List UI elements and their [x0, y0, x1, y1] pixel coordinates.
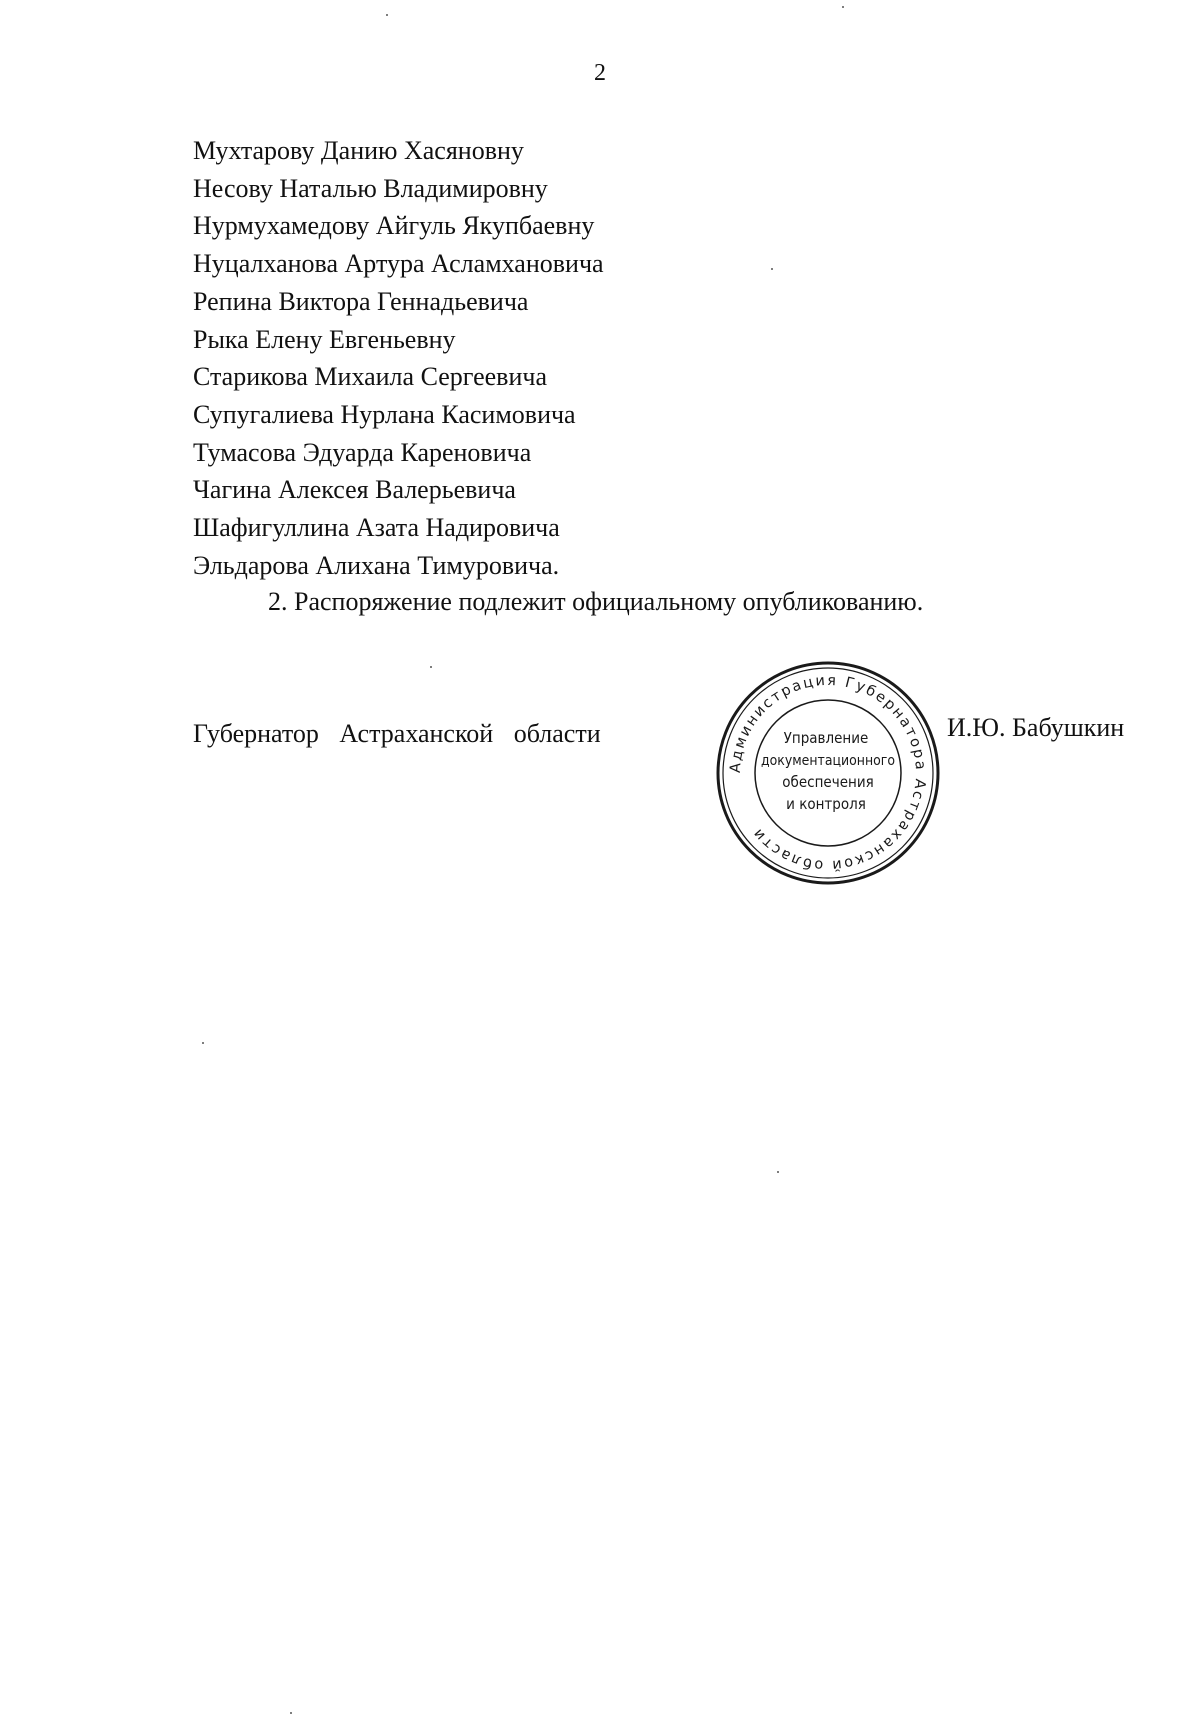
paragraph-publication: 2. Распоряжение подлежит официальному опубликованию. — [268, 587, 924, 616]
page-number: 2 — [594, 60, 606, 86]
list-item: Старикова Михаила Сергеевича — [193, 362, 547, 392]
list-item: Нуцалханова Артура Асламхановича — [193, 249, 604, 279]
list-item: Эльдарова Алихана Тимуровича. — [193, 550, 560, 580]
list-item: Шафигуллина Азата Надировича — [193, 513, 560, 543]
scan-speck — [202, 1042, 204, 1044]
scan-speck — [771, 268, 773, 270]
list-item: Чагина Алексея Валерьевича — [193, 475, 516, 505]
scan-speck — [430, 666, 432, 668]
signature-title: Губернатор Астраханской области — [193, 719, 601, 748]
scan-speck — [777, 1171, 779, 1173]
list-item: Супугалиева Нурлана Касимовича — [193, 399, 576, 429]
list-item: Тумасова Эдуарда Кареновича — [193, 437, 532, 467]
signatory-name: И.Ю. Бабушкин — [947, 713, 1125, 742]
stamp-inner-line: и контроля — [786, 795, 866, 813]
list-item: Несову Наталью Владимировну — [193, 173, 548, 203]
scan-speck — [290, 1712, 292, 1714]
official-stamp — [712, 657, 944, 889]
list-item: Нурмухамедову Айгуль Якупбаевну — [193, 211, 595, 241]
stamp-inner-line: Управление — [783, 729, 869, 747]
list-item: Мухтарову Данию Хасяновну — [193, 136, 524, 165]
list-item: Рыка Елену Евгеньевну — [193, 324, 456, 354]
stamp-inner-line: документационного — [761, 753, 896, 769]
names-list — [193, 132, 604, 584]
stamp-inner-line: обеспечения — [782, 773, 874, 791]
list-item: Репина Виктора Геннадьевича — [193, 286, 529, 316]
scan-speck — [842, 6, 844, 8]
stamp-outer-text: Администрация Губернатора Астраханской области — [727, 672, 929, 874]
scan-speck — [386, 14, 388, 16]
